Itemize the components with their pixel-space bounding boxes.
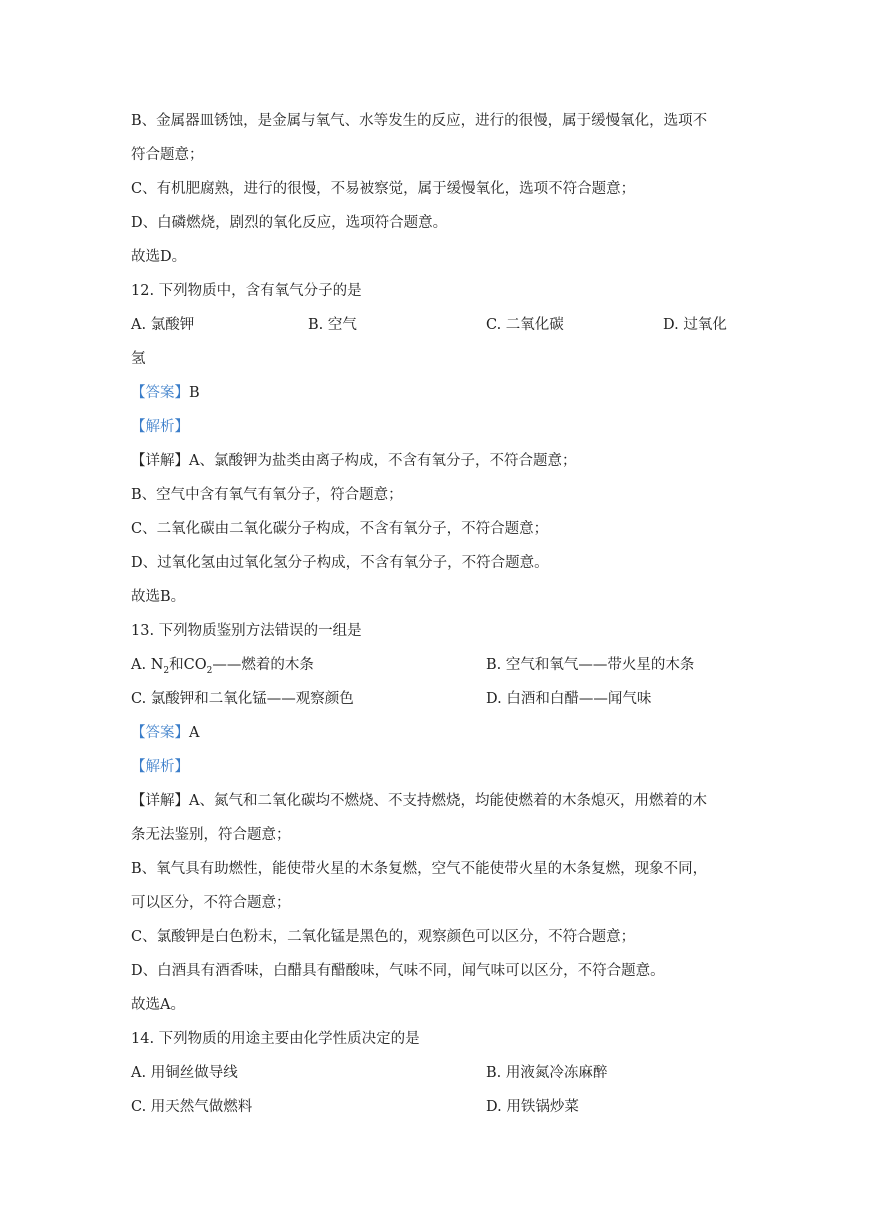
- option-d-wrap: 氢: [131, 351, 146, 367]
- question-14-stem: 14. 下列物质的用途主要由化学性质决定的是: [131, 1031, 420, 1047]
- detail-line: C、二氧化碳由二氧化碳分子构成，不含有氧分子，不符合题意；: [131, 521, 549, 537]
- option-d: D. 白酒和白醋——闻气味: [486, 691, 652, 707]
- option-c: C. 二氧化碳: [486, 317, 564, 333]
- option-d: D. 用铁锅炒菜: [486, 1099, 579, 1115]
- answer-tag: 【答案】: [131, 385, 189, 401]
- question-13-options-row1: [131, 654, 741, 676]
- answer-value: A: [189, 725, 200, 741]
- option-b: B. 空气和氧气——带火星的木条: [486, 657, 695, 673]
- option-a: A. $N_2$和$CO_2——$燃着的木条: [131, 657, 314, 676]
- detail-line: D、白酒具有酒香味，白醋具有醋酸味，气味不同，闻气味可以区分，不符合题意。: [131, 963, 665, 979]
- detail-line: 【详解】A、氯酸钾为盐类由离子构成，不含有氧分子，不符合题意；: [131, 453, 577, 469]
- text-line: 故选D。: [131, 249, 187, 265]
- option-b: B. 空气: [308, 317, 357, 333]
- analysis-tag: 【解析】: [131, 419, 189, 435]
- option-b: B. 用液氮冷冻麻醉: [486, 1065, 608, 1081]
- option-c: C. 氯酸钾和二氧化锰——观察颜色: [131, 691, 354, 707]
- question-12-options: [131, 314, 741, 336]
- detail-line: C、氯酸钾是白色粉末，二氧化锰是黑色的，观察颜色可以区分，不符合题意；: [131, 929, 636, 945]
- answer-line: [131, 382, 741, 404]
- detail-line: 故选B。: [131, 589, 186, 605]
- text-line: 符合题意；: [131, 147, 204, 163]
- analysis-tag: 【解析】: [131, 759, 189, 775]
- question-12-stem: 12. 下列物质中，含有氧气分子的是: [131, 283, 362, 299]
- detail-line: 条无法鉴别，符合题意；: [131, 827, 291, 843]
- question-13-stem: 13. 下列物质鉴别方法错误的一组是: [131, 623, 362, 639]
- option-d: D. 过氧化: [663, 317, 727, 333]
- detail-line: D、过氧化氢由过氧化氢分子构成，不含有氧分子，不符合题意。: [131, 555, 549, 571]
- detail-line: B、空气中含有氧气有氧分子，符合题意；: [131, 487, 403, 503]
- detail-line: 故选A。: [131, 997, 185, 1013]
- detail-line: 可以区分，不符合题意；: [131, 895, 291, 911]
- detail-line: B、氧气具有助燃性，能使带火星的木条复燃，空气不能使带火星的木条复燃，现象不同，: [131, 861, 708, 877]
- text-line: D、白磷燃烧，剧烈的氧化反应，选项符合题意。: [131, 215, 448, 231]
- option-a: A. 氯酸钾: [131, 317, 195, 333]
- option-a: A. 用铜丝做导线: [131, 1065, 238, 1081]
- answer-tag: 【答案】: [131, 725, 189, 741]
- text-line: C、有机肥腐熟，进行的很慢，不易被察觉，属于缓慢氧化，选项不符合题意；: [131, 181, 636, 197]
- question-14-options-row2: [131, 1096, 741, 1118]
- question-13-options-row2: [131, 688, 741, 710]
- question-14-options-row1: [131, 1062, 741, 1084]
- answer-line: [131, 722, 741, 744]
- text-line: B、金属器皿锈蚀，是金属与氧气、水等发生的反应，进行的很慢，属于缓慢氧化，选项不: [131, 113, 708, 129]
- answer-value: B: [189, 385, 200, 401]
- option-c: C. 用天然气做燃料: [131, 1099, 253, 1115]
- detail-line: 【详解】A、氮气和二氧化碳均不燃烧、不支持燃烧，均能使燃着的木条熄灭，用燃着的木: [131, 793, 707, 809]
